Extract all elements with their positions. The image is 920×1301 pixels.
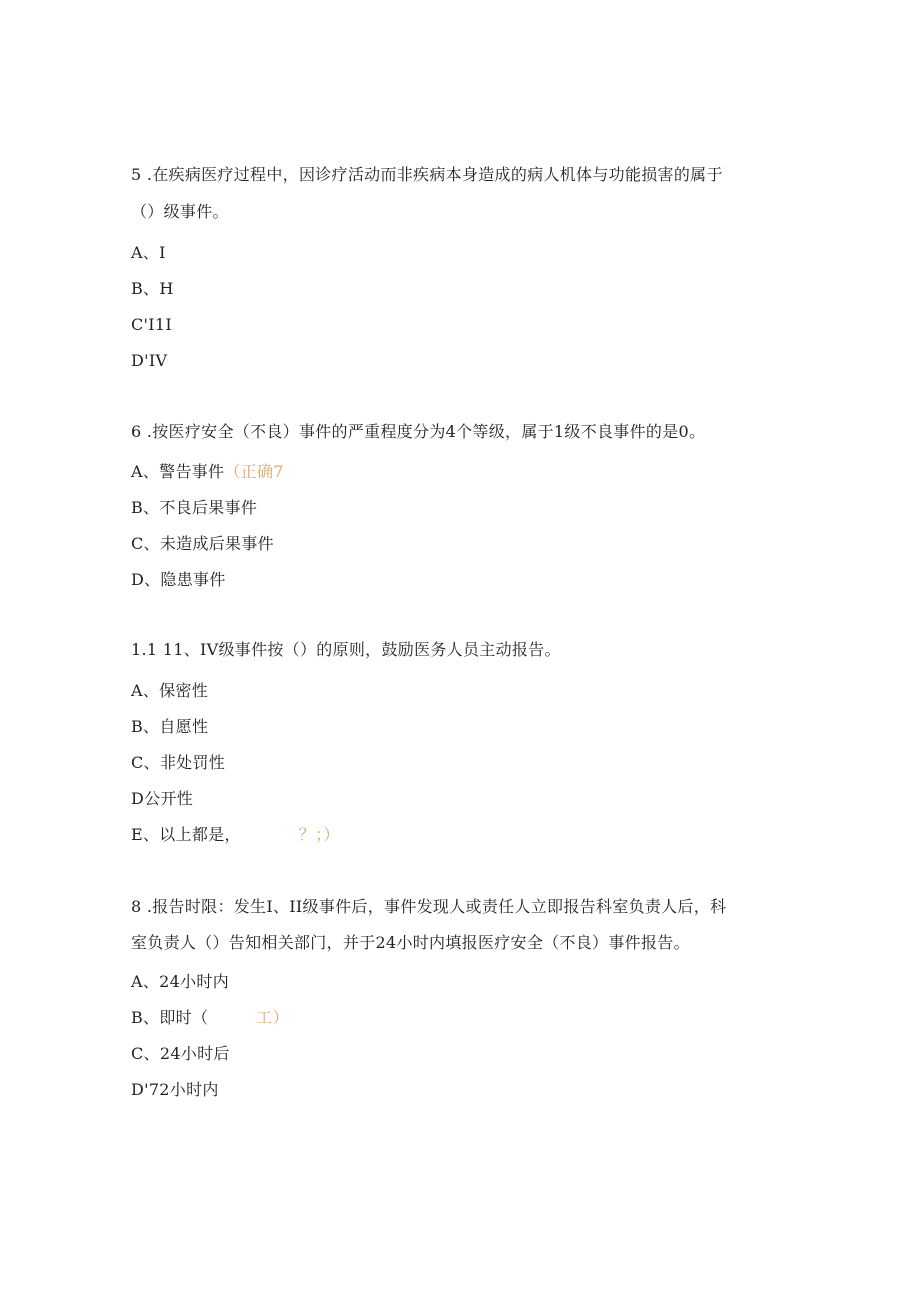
question-8-option-d: D'72小时内: [131, 1080, 219, 1099]
question-7-option-e-text: E、以上都是，: [131, 825, 241, 844]
question-8-option-a: A、24小时内: [131, 972, 230, 991]
question-5-stem-line-2: （）级事件。: [131, 202, 229, 221]
question-7-option-a: A、保密性: [131, 681, 209, 700]
question-5-stem-line-1: 5 .在疾病医疗过程中，因诊疗活动而非疾病本身造成的病人机体与功能损害的属于: [131, 165, 723, 184]
question-7-option-b: B、自愿性: [131, 717, 209, 736]
question-6-option-a: [131, 462, 284, 482]
question-8-stem-line-1: 8 .报告时限：发生I、II级事件后，事件发现人或责任人立即报告科室负责人后，科: [131, 897, 727, 916]
question-7-option-c: C、非处罚性: [131, 753, 226, 772]
question-6-option-d: D、隐患事件: [131, 570, 226, 589]
question-8-stem-line-2: 室负责人（）告知相关部门，并于24小时内填报医疗安全（不良）事件报告。: [131, 933, 690, 952]
question-6-stem: 6 .按医疗安全（不良）事件的严重程度分为4个等级，属于1级不良事件的是0。: [131, 422, 706, 441]
question-6-option-c: C、未造成后果事件: [131, 534, 274, 553]
question-5-option-c: C'I1I: [131, 315, 172, 334]
question-8-option-b-text: B、即时（: [131, 1008, 209, 1027]
question-8-option-c: C、24小时后: [131, 1044, 230, 1063]
question-5-option-b: B、H: [131, 279, 174, 298]
question-8-option-b-mark: 工）: [256, 1008, 289, 1027]
question-7-option-e-mark: ？；）: [298, 825, 340, 844]
question-7-option-d: D公开性: [131, 789, 194, 808]
question-6-option-a-text: A、警告事件: [131, 462, 225, 481]
question-5-option-d: D'IV: [131, 351, 168, 370]
question-7-option-e: [131, 825, 340, 845]
question-6-option-a-mark: （正确7: [224, 462, 284, 481]
question-6-option-b: B、不良后果事件: [131, 498, 258, 517]
question-7-stem: 1.1 11、IV级事件按（）的原则，鼓励医务人员主动报告。: [131, 640, 561, 659]
question-5-option-a: A、I: [131, 243, 166, 262]
question-8-option-b: [131, 1008, 289, 1028]
